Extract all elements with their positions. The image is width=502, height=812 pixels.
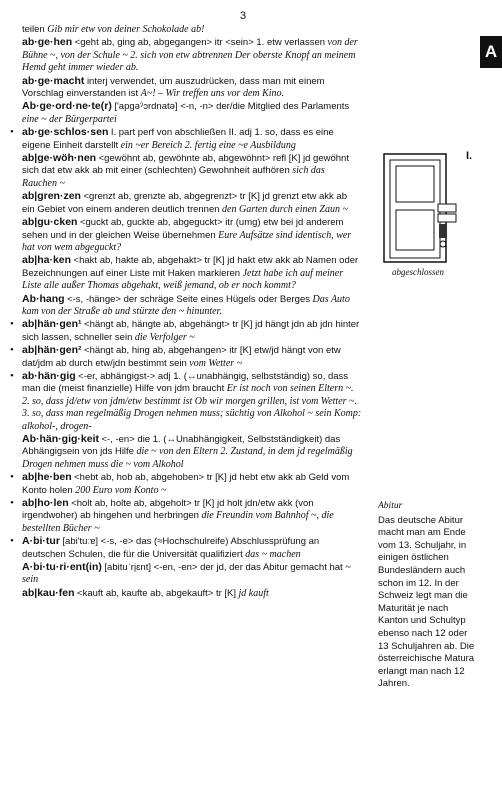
dictionary-entry (8, 318, 362, 344)
entry-headword: ab|gren·zen (22, 190, 81, 203)
entry-definition: <hebt ab, hob ab, abgehoben> tr [K] jd hebt etw akk ab Geld vom Konto holen (22, 472, 350, 496)
dictionary-entry (8, 126, 362, 152)
entry-definition: [abi'tuːɐ] <-s, -e> das (≈Hochschulreife) Abschlussprüfung an deutschen Schulen, die für die Universität qualifiziert (22, 536, 320, 560)
entry-example: eine ~ der Bürgerpartei (22, 113, 117, 125)
dictionary-entry (8, 433, 362, 471)
dictionary-entry (8, 344, 362, 370)
entry-definition: teilen (22, 24, 45, 35)
entry-definition: ['apgəˀɔrdnatə] <-n, -n> der/die Mitglied des Parlaments (114, 101, 350, 113)
entry-example: 200 Euro vom Konto ~ (75, 484, 167, 496)
entry-definition: <-s, -hänge> der schräge Seite eines Hügels oder Berges (67, 293, 311, 305)
dictionary-entry (8, 36, 362, 74)
entry-example: das ~ machen (245, 548, 301, 560)
entry-definition: <hakt ab, hakte ab, abgehakt> tr [K] jd hakt etw akk ab Namen oder Bezeichnungen auf einer Liste mit Haken markieren (22, 255, 359, 279)
illustration-caption: abgeschlossen (392, 267, 444, 277)
entry-definition: <guckt ab, guckte ab, abgeguckt> itr (umg) etw bei jd anderem sehen und in der gleichen Weise übernehmen (22, 217, 344, 241)
dictionary-entry (8, 370, 362, 433)
entry-example: Eure Aufsätze sind identisch, wer hat von wem abgeguckt? (22, 229, 352, 253)
entry-headword: ab·ge·schlos·sen (22, 126, 109, 139)
entry-definition: <hängt ab, hängte ab, abgehängt> tr [K] jd hängt jdn ab jdn hinter sich lassen, schneller sein (22, 319, 360, 343)
entry-definition: <geht ab, ging ab, abgegangen> itr <sein> 1. etw verlassen (74, 37, 326, 49)
entry-example: ~ sein (22, 562, 351, 586)
entry-headword: Ab·ge·ord·ne·te(r) (22, 100, 112, 113)
entry-example: vom Wetter ~ (189, 357, 243, 369)
entry-example: den Garten durch einen Zaun ~ (222, 203, 348, 215)
info-box-text: Das deutsche Abitur macht man am Ende vom 13. Schuljahr, in einigen östlichen Bundesländern auch schon im 12. In der Schweiz legt man die Maturität je nach Kanton und Schultyp ebenso nach 12 oder 13 Schuljahren ab. Die österreichische Matura erlangt man nach 12 Jahren. (378, 514, 475, 690)
entry-definition: <hängt ab, hing ab, abgehangen> itr [K] etw/jd hängt von etw dat/jdm ab durch etw/jdn bestimmt sein (22, 345, 341, 369)
entry-example: die Freundin vom Bahnhof ~, die bestellten Bücher ~ (22, 510, 334, 534)
entry-headword: ab|ho·len (22, 497, 69, 510)
entry-bullet-icon: • (10, 535, 14, 548)
dictionary-column (8, 24, 362, 600)
entry-example: Er ist noch von seinen Eltern ~. 2. so, dass jd/etw von jdm/etw bestimmt ist Ob wir morgen grillen, ist vom Wetter ~. 3. so, dass man regelmäßig Drogen nehmen muss; süchtig von Alkohol ~ sein Komp: alkohol-, drogen- (22, 383, 362, 432)
entry-example: Jetzt habe ich auf meiner Liste alle außer Thomas abgehakt, weiß jemand, ob er noch kommt? (22, 267, 344, 292)
entry-headword: ab|kau·fen (22, 586, 75, 599)
entry-bullet-icon: • (10, 344, 14, 357)
entry-headword: ab·ge·hen (22, 36, 73, 49)
entry-definition: <-, -en> die 1. (↔Unabhängigkeit, Selbstständigkeit) das Abhängigsein von jds Hilfe (22, 434, 341, 458)
entry-definition: [abituˈri̯ɛnt] <-en, -en> der jd, der das Abitur gemacht hat (104, 562, 343, 574)
page-number: 3 (240, 10, 247, 22)
entry-headword: ab|ge·wöh·nen (22, 152, 97, 165)
entry-headword: ab·hän·gig (22, 369, 76, 382)
entry-definition: interj verwendet, um auszudrücken, dass man mit einem Vorschlag einverstanden ist (22, 75, 325, 100)
entry-headword: ab|hän·gen² (22, 344, 82, 357)
entry-example: sich das Rauchen ~ (22, 165, 325, 189)
dictionary-entry (8, 587, 362, 600)
entry-bullet-icon: • (10, 318, 14, 331)
illustration-number: I. (466, 150, 473, 162)
letter-tab: A (480, 36, 502, 68)
entry-definition: <gewöhnt ab, gewöhnte ab, abgewöhnt> refl [K] jd gewöhnt sich dat etw akk ab mit einer (schlechten) Gewohnheit aufhören (22, 153, 349, 177)
entry-definition: <holt ab, holte ab, abgeholt> tr [K] jd holt jdn/etw akk (von irgendwoher) ab hingehen und herbringen (22, 498, 314, 522)
dictionary-entry (8, 497, 362, 535)
dictionary-entry (8, 561, 362, 587)
entry-example: jd kauft (238, 587, 269, 599)
entry-bullet-icon: • (10, 471, 14, 484)
entry-headword: ab|he·ben (22, 471, 72, 484)
info-box-title: Abitur (378, 501, 403, 511)
entry-example: von der Bühne ~, von der Schule ~ 2. sich von etw abtrennen Der oberste Knopf an meinem Hemd geht immer wieder ab. (22, 37, 358, 74)
entry-headword: Ab·hang (22, 292, 65, 305)
dictionary-entry (8, 152, 362, 190)
dictionary-entry (8, 190, 362, 216)
entry-bullet-icon: • (10, 126, 14, 139)
dictionary-entry (8, 254, 362, 292)
entry-headword: A·bi·tur (22, 535, 60, 548)
dictionary-entry (8, 24, 362, 36)
dictionary-entry (8, 100, 362, 126)
entry-definition: I. part perf von abschließen II. adj 1. so, dass es eine eigene Einheit darstellt (22, 127, 334, 151)
entry-headword: ab|gu·cken (22, 216, 78, 229)
entry-example: Das Auto kam von der Straße ab und stürzte den ~ hinunter. (22, 293, 350, 317)
entry-example: ein ~er Bereich 2. fertig eine ~e Ausbildung (120, 139, 296, 151)
entry-definition: <grenzt ab, grenzte ab, abgegrenzt> tr [K] jd grenzt etw akk ab ein Gebiet von einem anderen deutlich trennen (22, 191, 347, 215)
dictionary-entry (8, 293, 362, 319)
entry-example: A~! – Wir treffen uns vor dem Kino. (140, 88, 285, 100)
entry-bullet-icon: • (10, 369, 14, 382)
entry-bullet-icon: • (10, 497, 14, 510)
dictionary-entry (8, 216, 362, 254)
entry-headword: ab·ge·macht (22, 74, 85, 87)
info-box (378, 500, 478, 691)
entry-headword: ab|ha·ken (22, 254, 72, 267)
entry-headword: Ab·hän·gig·keit (22, 433, 99, 445)
entry-definition: <-er, abhängigst-> adj 1. (↔unabhängig, selbstständig) so, dass man die (meist finanzielle) Hilfe von jdm braucht (22, 370, 349, 395)
entry-example: Gib mir etw von deiner Schokolade ab! (47, 24, 205, 35)
entry-example: die ~ von den Eltern 2. Zustand, in dem jd regelmäßig Drogen nehmen muss die ~ vom Alkohol (22, 446, 353, 470)
dictionary-entry (8, 535, 362, 561)
dictionary-entry (8, 471, 362, 497)
locked-door-illustration (378, 152, 464, 264)
entry-headword: A·bi·tu·ri·ent(in) (22, 561, 102, 574)
entry-definition: <kauft ab, kaufte ab, abgekauft> tr [K] (77, 587, 236, 599)
entry-example: die Verfolger ~ (134, 331, 195, 343)
dictionary-entry (8, 75, 362, 101)
entry-headword: ab|hän·gen¹ (22, 318, 82, 331)
